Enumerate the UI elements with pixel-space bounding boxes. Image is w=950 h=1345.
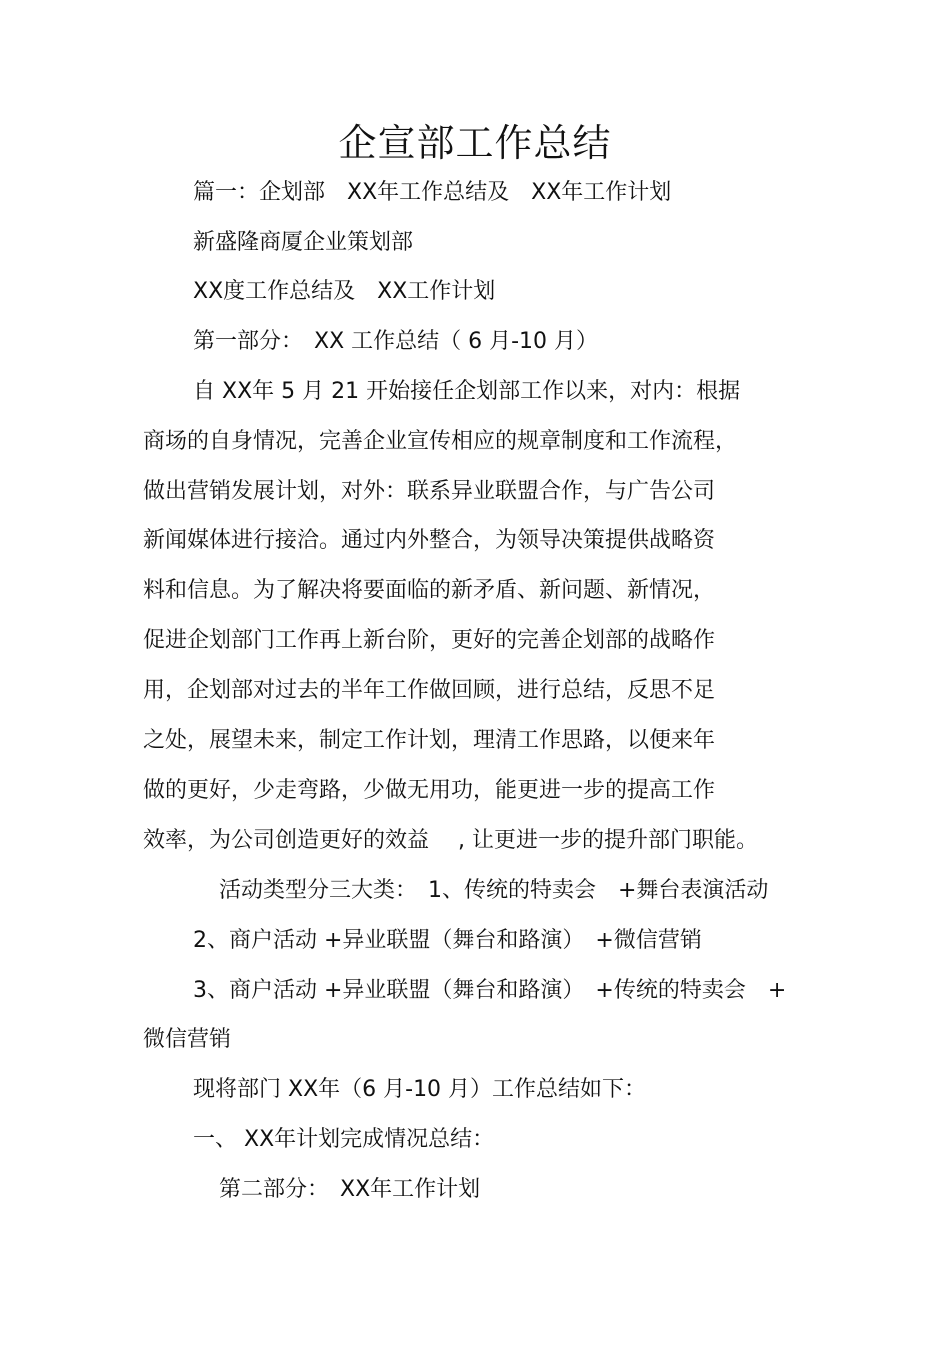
subtitle-line: 篇一：企划部 XX年工作总结及 XX年工作计划 (193, 180, 672, 205)
heading-line: XX度工作总结及 XX工作计划 (193, 279, 496, 304)
paragraph-line: 做出营销发展计划，对外：联系异业联盟合作，与广告公司 (143, 479, 716, 504)
document-title: 企宣部工作总结 (338, 121, 612, 165)
section-heading-part-one: 第一部分： XX 工作总结（ 6 月-10 月） (193, 329, 599, 354)
section-heading-part-two: 第二部分： XX年工作计划 (219, 1177, 481, 1202)
activity-type-3-line: 3、商户活动 +异业联盟（舞台和路演） +传统的特卖会 + (193, 978, 787, 1003)
paragraph-line: 之处，展望未来，制定工作计划，理清工作思路，以便来年 (143, 728, 716, 753)
paragraph-line: 料和信息。为了解决将要面临的新矛盾、新问题、新情况， (143, 578, 716, 603)
paragraph-line: 效率，为公司创造更好的效益 , 让更进一步的提升部门职能。 (143, 828, 758, 853)
paragraph-line: 商场的自身情况，完善企业宣传相应的规章制度和工作流程， (143, 429, 738, 454)
activity-type-3-continuation: 微信营销 (143, 1027, 232, 1052)
summary-intro-line: 现将部门 XX年（6 月-10 月）工作总结如下： (193, 1077, 647, 1102)
paragraph-line: 自 XX年 5 月 21 开始接任企划部工作以来，对内：根据 (193, 379, 741, 404)
department-line: 新盛隆商厦企业策划部 (193, 230, 414, 255)
paragraph-line: 促进企划部门工作再上新台阶，更好的完善企划部的战略作 (143, 628, 716, 653)
paragraph-line: 用，企划部对过去的半年工作做回顾，进行总结，反思不足 (143, 678, 716, 703)
activity-type-2-line: 2、商户活动 +异业联盟（舞台和路演） +微信营销 (193, 928, 702, 953)
activity-types-line: 活动类型分三大类： 1、传统的特卖会 +舞台表演活动 (219, 878, 769, 903)
paragraph-line: 新闻媒体进行接洽。通过内外整合，为领导决策提供战略资 (143, 528, 716, 553)
paragraph-line: 做的更好，少走弯路，少做无用功，能更进一步的提高工作 (143, 778, 716, 803)
section-item-one: 一、 XX年计划完成情况总结： (193, 1127, 495, 1152)
